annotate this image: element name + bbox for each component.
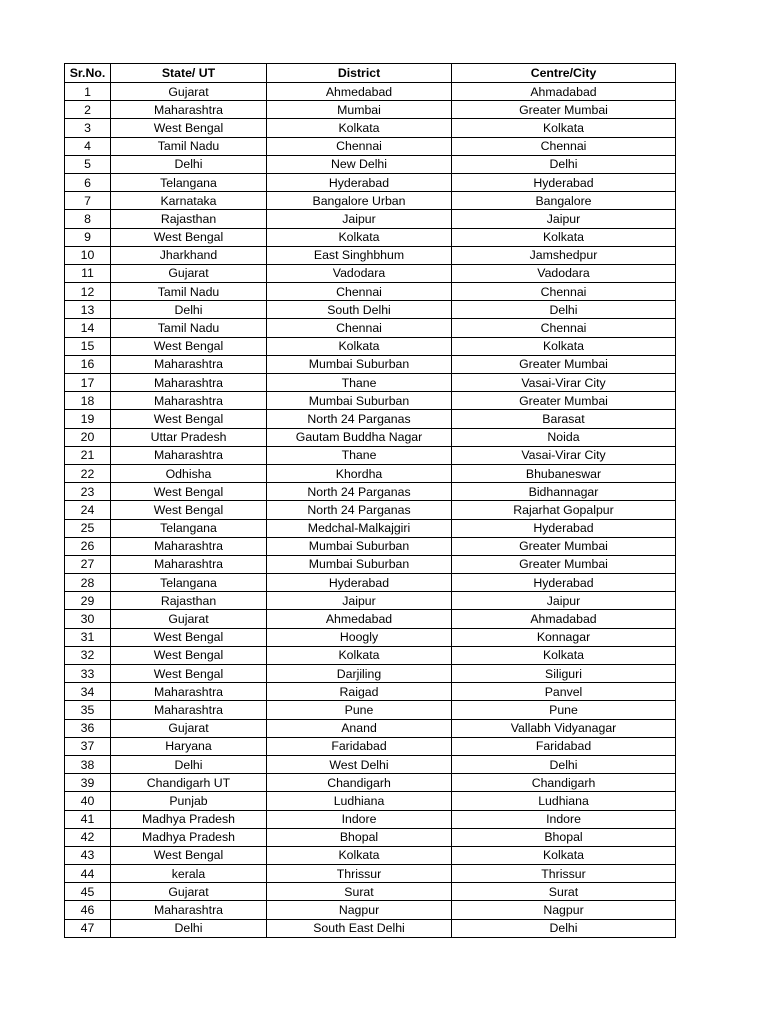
table-row xyxy=(65,828,676,846)
cell-sr-no: 35 xyxy=(65,701,111,719)
cell-state-ut: West Bengal xyxy=(111,228,267,246)
cell-sr-no: 11 xyxy=(65,264,111,282)
cell-centre-city: Delhi xyxy=(452,301,676,319)
cell-sr-no: 15 xyxy=(65,337,111,355)
header-sr-no: Sr.No. xyxy=(65,64,111,83)
cell-centre-city: Bhopal xyxy=(452,828,676,846)
cell-centre-city: Vallabh Vidyanagar xyxy=(452,719,676,737)
cell-sr-no: 34 xyxy=(65,683,111,701)
table-body xyxy=(65,83,676,938)
cell-centre-city: Greater Mumbai xyxy=(452,101,676,119)
cell-district: Kolkata xyxy=(267,119,452,137)
cell-centre-city: Chandigarh xyxy=(452,774,676,792)
cell-sr-no: 22 xyxy=(65,464,111,482)
cell-state-ut: Uttar Pradesh xyxy=(111,428,267,446)
cell-state-ut: Gujarat xyxy=(111,883,267,901)
cell-state-ut: Tamil Nadu xyxy=(111,283,267,301)
table-row xyxy=(65,555,676,573)
cell-district: Darjiling xyxy=(267,665,452,683)
centre-list-table xyxy=(64,63,676,938)
cell-state-ut: Telangana xyxy=(111,574,267,592)
cell-district: East Singhbhum xyxy=(267,246,452,264)
table-row xyxy=(65,264,676,282)
cell-sr-no: 30 xyxy=(65,610,111,628)
table-row xyxy=(65,192,676,210)
table-row xyxy=(65,501,676,519)
cell-sr-no: 6 xyxy=(65,173,111,191)
cell-state-ut: Gujarat xyxy=(111,719,267,737)
table-row xyxy=(65,919,676,937)
cell-sr-no: 36 xyxy=(65,719,111,737)
cell-centre-city: Vasai-Virar City xyxy=(452,374,676,392)
cell-sr-no: 16 xyxy=(65,355,111,373)
cell-state-ut: West Bengal xyxy=(111,410,267,428)
cell-state-ut: Odhisha xyxy=(111,464,267,482)
cell-centre-city: Ahmadabad xyxy=(452,83,676,101)
cell-district: Kolkata xyxy=(267,228,452,246)
cell-sr-no: 45 xyxy=(65,883,111,901)
cell-centre-city: Surat xyxy=(452,883,676,901)
cell-district: Kolkata xyxy=(267,646,452,664)
cell-district: Thane xyxy=(267,446,452,464)
cell-sr-no: 38 xyxy=(65,755,111,773)
cell-sr-no: 32 xyxy=(65,646,111,664)
cell-state-ut: Delhi xyxy=(111,755,267,773)
table-row xyxy=(65,301,676,319)
table-row xyxy=(65,774,676,792)
cell-centre-city: Rajarhat Gopalpur xyxy=(452,501,676,519)
cell-district: West Delhi xyxy=(267,755,452,773)
cell-state-ut: Gujarat xyxy=(111,83,267,101)
cell-state-ut: Maharashtra xyxy=(111,392,267,410)
cell-district: Hoogly xyxy=(267,628,452,646)
cell-centre-city: Bangalore xyxy=(452,192,676,210)
cell-centre-city: Vadodara xyxy=(452,264,676,282)
cell-sr-no: 17 xyxy=(65,374,111,392)
cell-centre-city: Bhubaneswar xyxy=(452,464,676,482)
cell-sr-no: 23 xyxy=(65,483,111,501)
cell-district: Mumbai Suburban xyxy=(267,392,452,410)
table-row xyxy=(65,519,676,537)
cell-sr-no: 44 xyxy=(65,865,111,883)
table-row xyxy=(65,646,676,664)
cell-centre-city: Chennai xyxy=(452,319,676,337)
cell-centre-city: Greater Mumbai xyxy=(452,392,676,410)
cell-centre-city: Chennai xyxy=(452,283,676,301)
cell-district: Mumbai xyxy=(267,101,452,119)
table-row xyxy=(65,628,676,646)
cell-state-ut: Maharashtra xyxy=(111,701,267,719)
table-row xyxy=(65,83,676,101)
cell-district: Kolkata xyxy=(267,846,452,864)
cell-state-ut: Chandigarh UT xyxy=(111,774,267,792)
cell-state-ut: Maharashtra xyxy=(111,555,267,573)
cell-state-ut: Delhi xyxy=(111,301,267,319)
cell-sr-no: 25 xyxy=(65,519,111,537)
cell-sr-no: 21 xyxy=(65,446,111,464)
cell-state-ut: Maharashtra xyxy=(111,537,267,555)
cell-district: Kolkata xyxy=(267,337,452,355)
table-row xyxy=(65,610,676,628)
cell-centre-city: Nagpur xyxy=(452,901,676,919)
cell-state-ut: Maharashtra xyxy=(111,374,267,392)
cell-centre-city: Pune xyxy=(452,701,676,719)
cell-district: Jaipur xyxy=(267,592,452,610)
header-state-ut: State/ UT xyxy=(111,64,267,83)
cell-centre-city: Hyderabad xyxy=(452,519,676,537)
table-row xyxy=(65,537,676,555)
cell-state-ut: Gujarat xyxy=(111,264,267,282)
cell-district: Mumbai Suburban xyxy=(267,555,452,573)
cell-state-ut: Jharkhand xyxy=(111,246,267,264)
cell-sr-no: 27 xyxy=(65,555,111,573)
cell-district: Ahmedabad xyxy=(267,83,452,101)
table-row xyxy=(65,101,676,119)
cell-sr-no: 9 xyxy=(65,228,111,246)
table-row xyxy=(65,737,676,755)
cell-sr-no: 7 xyxy=(65,192,111,210)
table-row xyxy=(65,719,676,737)
cell-state-ut: Karnataka xyxy=(111,192,267,210)
cell-state-ut: Madhya Pradesh xyxy=(111,810,267,828)
cell-state-ut: Tamil Nadu xyxy=(111,137,267,155)
cell-state-ut: Maharashtra xyxy=(111,683,267,701)
cell-state-ut: Delhi xyxy=(111,155,267,173)
cell-state-ut: Maharashtra xyxy=(111,901,267,919)
table-row xyxy=(65,374,676,392)
cell-centre-city: Greater Mumbai xyxy=(452,355,676,373)
cell-district: Pune xyxy=(267,701,452,719)
table-row xyxy=(65,883,676,901)
cell-sr-no: 2 xyxy=(65,101,111,119)
table-row xyxy=(65,246,676,264)
cell-district: Indore xyxy=(267,810,452,828)
cell-district: Ahmedabad xyxy=(267,610,452,628)
cell-district: Bhopal xyxy=(267,828,452,846)
cell-sr-no: 12 xyxy=(65,283,111,301)
cell-centre-city: Bidhannagar xyxy=(452,483,676,501)
cell-state-ut: Maharashtra xyxy=(111,355,267,373)
cell-state-ut: Rajasthan xyxy=(111,592,267,610)
cell-sr-no: 26 xyxy=(65,537,111,555)
header-district: District xyxy=(267,64,452,83)
cell-state-ut: Haryana xyxy=(111,737,267,755)
cell-state-ut: West Bengal xyxy=(111,119,267,137)
cell-sr-no: 10 xyxy=(65,246,111,264)
cell-district: Mumbai Suburban xyxy=(267,537,452,555)
cell-sr-no: 24 xyxy=(65,501,111,519)
cell-district: Surat xyxy=(267,883,452,901)
cell-state-ut: Delhi xyxy=(111,919,267,937)
table-row xyxy=(65,755,676,773)
cell-district: Medchal-Malkajgiri xyxy=(267,519,452,537)
cell-sr-no: 4 xyxy=(65,137,111,155)
cell-district: Thane xyxy=(267,374,452,392)
cell-district: Bangalore Urban xyxy=(267,192,452,210)
table-row xyxy=(65,701,676,719)
cell-sr-no: 40 xyxy=(65,792,111,810)
table-row xyxy=(65,155,676,173)
table-row xyxy=(65,592,676,610)
cell-state-ut: Telangana xyxy=(111,173,267,191)
cell-district: North 24 Parganas xyxy=(267,483,452,501)
cell-sr-no: 43 xyxy=(65,846,111,864)
cell-district: Vadodara xyxy=(267,264,452,282)
header-row xyxy=(65,64,676,83)
cell-centre-city: Konnagar xyxy=(452,628,676,646)
cell-centre-city: Kolkata xyxy=(452,337,676,355)
cell-sr-no: 3 xyxy=(65,119,111,137)
cell-sr-no: 37 xyxy=(65,737,111,755)
table-row xyxy=(65,319,676,337)
table-row xyxy=(65,574,676,592)
table-row xyxy=(65,392,676,410)
cell-state-ut: West Bengal xyxy=(111,501,267,519)
table-row xyxy=(65,810,676,828)
cell-state-ut: Tamil Nadu xyxy=(111,319,267,337)
cell-sr-no: 13 xyxy=(65,301,111,319)
cell-district: Chennai xyxy=(267,319,452,337)
cell-state-ut: West Bengal xyxy=(111,846,267,864)
cell-district: New Delhi xyxy=(267,155,452,173)
table-row xyxy=(65,665,676,683)
cell-centre-city: Delhi xyxy=(452,755,676,773)
table-row xyxy=(65,228,676,246)
cell-sr-no: 41 xyxy=(65,810,111,828)
cell-state-ut: West Bengal xyxy=(111,646,267,664)
table-row xyxy=(65,210,676,228)
cell-centre-city: Indore xyxy=(452,810,676,828)
cell-centre-city: Vasai-Virar City xyxy=(452,446,676,464)
table-row xyxy=(65,483,676,501)
cell-centre-city: Greater Mumbai xyxy=(452,555,676,573)
cell-centre-city: Jaipur xyxy=(452,592,676,610)
cell-sr-no: 47 xyxy=(65,919,111,937)
cell-district: North 24 Parganas xyxy=(267,501,452,519)
cell-district: Khordha xyxy=(267,464,452,482)
table-row xyxy=(65,337,676,355)
cell-centre-city: Delhi xyxy=(452,155,676,173)
table-row xyxy=(65,901,676,919)
cell-centre-city: Barasat xyxy=(452,410,676,428)
cell-district: Thrissur xyxy=(267,865,452,883)
cell-centre-city: Faridabad xyxy=(452,737,676,755)
table-header xyxy=(65,64,676,83)
cell-sr-no: 18 xyxy=(65,392,111,410)
cell-centre-city: Kolkata xyxy=(452,119,676,137)
table-row xyxy=(65,283,676,301)
cell-centre-city: Hyderabad xyxy=(452,574,676,592)
cell-state-ut: Punjab xyxy=(111,792,267,810)
cell-state-ut: Rajasthan xyxy=(111,210,267,228)
cell-centre-city: Ahmadabad xyxy=(452,610,676,628)
table-row xyxy=(65,137,676,155)
cell-sr-no: 39 xyxy=(65,774,111,792)
table-row xyxy=(65,865,676,883)
cell-sr-no: 8 xyxy=(65,210,111,228)
cell-district: Jaipur xyxy=(267,210,452,228)
table-row xyxy=(65,355,676,373)
cell-district: Mumbai Suburban xyxy=(267,355,452,373)
table-row xyxy=(65,846,676,864)
cell-centre-city: Thrissur xyxy=(452,865,676,883)
cell-state-ut: Maharashtra xyxy=(111,101,267,119)
cell-district: Gautam Buddha Nagar xyxy=(267,428,452,446)
cell-sr-no: 28 xyxy=(65,574,111,592)
table-row xyxy=(65,428,676,446)
header-centre-city: Centre/City xyxy=(452,64,676,83)
cell-state-ut: West Bengal xyxy=(111,483,267,501)
cell-centre-city: Greater Mumbai xyxy=(452,537,676,555)
cell-district: Ludhiana xyxy=(267,792,452,810)
cell-centre-city: Kolkata xyxy=(452,228,676,246)
cell-sr-no: 19 xyxy=(65,410,111,428)
cell-centre-city: Chennai xyxy=(452,137,676,155)
cell-centre-city: Kolkata xyxy=(452,646,676,664)
cell-district: North 24 Parganas xyxy=(267,410,452,428)
table-row xyxy=(65,119,676,137)
cell-centre-city: Panvel xyxy=(452,683,676,701)
table-row xyxy=(65,446,676,464)
cell-district: Raigad xyxy=(267,683,452,701)
table-row xyxy=(65,410,676,428)
table-row xyxy=(65,792,676,810)
cell-centre-city: Noida xyxy=(452,428,676,446)
cell-sr-no: 5 xyxy=(65,155,111,173)
cell-district: Anand xyxy=(267,719,452,737)
cell-district: Hyderabad xyxy=(267,173,452,191)
cell-state-ut: Telangana xyxy=(111,519,267,537)
cell-centre-city: Kolkata xyxy=(452,846,676,864)
cell-district: Chennai xyxy=(267,137,452,155)
cell-sr-no: 42 xyxy=(65,828,111,846)
cell-sr-no: 46 xyxy=(65,901,111,919)
cell-state-ut: kerala xyxy=(111,865,267,883)
cell-centre-city: Jaipur xyxy=(452,210,676,228)
table-row xyxy=(65,683,676,701)
table-row xyxy=(65,464,676,482)
cell-sr-no: 20 xyxy=(65,428,111,446)
cell-sr-no: 29 xyxy=(65,592,111,610)
cell-sr-no: 1 xyxy=(65,83,111,101)
cell-state-ut: West Bengal xyxy=(111,665,267,683)
cell-centre-city: Jamshedpur xyxy=(452,246,676,264)
cell-centre-city: Ludhiana xyxy=(452,792,676,810)
cell-district: Hyderabad xyxy=(267,574,452,592)
cell-district: Chandigarh xyxy=(267,774,452,792)
cell-centre-city: Siliguri xyxy=(452,665,676,683)
cell-district: South East Delhi xyxy=(267,919,452,937)
cell-district: South Delhi xyxy=(267,301,452,319)
cell-sr-no: 14 xyxy=(65,319,111,337)
cell-state-ut: West Bengal xyxy=(111,628,267,646)
cell-district: Nagpur xyxy=(267,901,452,919)
cell-sr-no: 31 xyxy=(65,628,111,646)
cell-state-ut: West Bengal xyxy=(111,337,267,355)
cell-centre-city: Hyderabad xyxy=(452,173,676,191)
cell-state-ut: Madhya Pradesh xyxy=(111,828,267,846)
table-row xyxy=(65,173,676,191)
cell-state-ut: Gujarat xyxy=(111,610,267,628)
cell-district: Faridabad xyxy=(267,737,452,755)
cell-centre-city: Delhi xyxy=(452,919,676,937)
cell-district: Chennai xyxy=(267,283,452,301)
cell-state-ut: Maharashtra xyxy=(111,446,267,464)
cell-sr-no: 33 xyxy=(65,665,111,683)
